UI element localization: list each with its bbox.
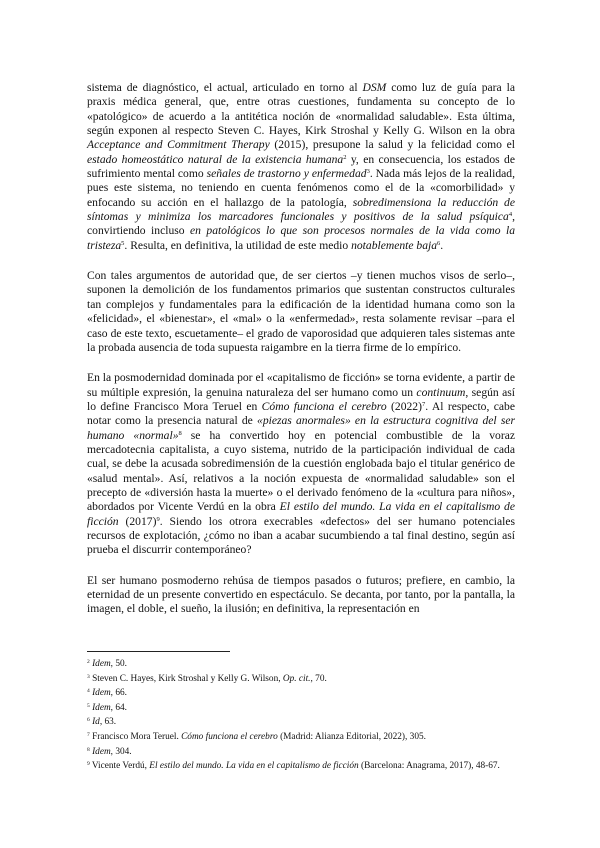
footnote-ref: 8 (87, 746, 90, 753)
text-run: Con tales argumentos de autoridad que, de ser ciertos –y tienen muchos visos de serlo–, suponen la demolición de los fundamentos primarios que sustentan constructos culturales tan complejos y fundamentales para la edificación de la identidad humana como son la «felicidad», el «bienestar», el «mal» o la «enfermedad», resta solamente revisar –para el caso de este texto, escuetamente– el grado de vaporosidad que adquieren tales sistemas ante la probada ausencia de toda supuesta raigambre en la tierra firme de lo empírico. (87, 269, 515, 354)
text-run: y, en consecuencia, los estados de sufrimiento mental como (87, 152, 515, 181)
footnote-ref: 4 (87, 688, 90, 695)
text-run: (Madrid: Alianza Editorial, 2022), 305. (277, 731, 426, 742)
text-run: . Siendo los otrora execrables «defectos» del ser humano potenciales recursos de explotación, ¿cómo no iban a acabar sucumbiendo a tal final destino, según así prueba el discurrir contemporáneo? (87, 514, 515, 557)
footnote-ref: 2 (87, 659, 90, 665)
italic-text: Acceptance and Commitment Therapy (87, 138, 270, 152)
footnote-ref: 5 (121, 239, 125, 247)
footnote-ref: 6 (87, 717, 90, 724)
italic-text: continuum (416, 385, 466, 399)
text-run: , 304. (110, 746, 132, 757)
text-run: Steven C. Hayes, Kirk Stroshal y Kelly G. Wilson, (89, 673, 283, 684)
footnote-ref: 3 (87, 673, 90, 680)
paragraph (87, 371, 515, 557)
text-run: En la posmodernidad dominada por el «capitalismo de ficción» se torna evidente, a partir de su múltiple expresión, la genuina naturaleza del ser humano como un (87, 371, 515, 399)
paragraph (87, 81, 515, 253)
text-run: (2017) (118, 514, 157, 528)
footnote (87, 657, 517, 672)
italic-text: estado homeostático natural de la existencia humana (87, 152, 344, 166)
text-run: . Resulta, en definitiva, la utilidad de este medio (124, 238, 352, 252)
paragraph (87, 269, 515, 355)
text-run: , 63. (99, 717, 117, 728)
body-text (87, 81, 515, 617)
italic-text: Idem (92, 688, 111, 699)
footnote (87, 701, 517, 716)
footnote-separator (87, 651, 230, 652)
text-run: . Al respecto, cabe notar como la presencia natural de (87, 399, 515, 428)
italic-text: Idem (92, 659, 111, 669)
italic-text: Op. cit. (282, 673, 311, 684)
italic-text: notablemente baja (351, 238, 438, 252)
text-run: , 70. (310, 673, 327, 684)
footnote-ref: 8 (178, 429, 182, 437)
paragraph (87, 574, 515, 617)
footnote (87, 759, 517, 774)
italic-text: DSM (362, 81, 387, 94)
italic-text: El estilo del mundo. La vida en el capitalismo de ficción (87, 500, 515, 528)
footnote-ref: 9 (156, 515, 160, 523)
footnote-ref: 3 (366, 168, 370, 176)
text-run: como luz de guía para la praxis médica general, que, entre otras cuestiones, fundamenta su concepto de lo «patológico» de acuerdo a la antitética noción de «normalidad saludable». Esta última, según exponen al respecto Steven C. Hayes, Kirk Stroshal y Kelly G. Wilson en la obra (87, 81, 515, 138)
footnote-ref: 4 (508, 211, 513, 219)
text-run: se ha convertido hoy en potencial combustible de la voraz mercadotecnia capitalista, a cuyo sistema, nutrido de la participación individual de cada cual, se debe la acusada sobredimensión de la cuestión englobada bajo el titular genérico de «salud mental». Así, relativos a la noción expuesta de «normalidad saludable» son el precepto de «diversión hasta la muerte» o el derivado fenómeno de la «cultura para niños», abordados por Vicente Verdú en la obra (87, 428, 515, 514)
footnote-ref: 5 (87, 702, 90, 709)
footnote (87, 672, 517, 687)
text-run: Vicente Verdú, (89, 761, 150, 772)
italic-text: «piezas anormales» en la estructura cognitiva del ser humano «normal» (87, 414, 515, 442)
italic-text: sobredimensiona la reducción de síntomas y minimiza los marcadores funcionales y positivos de la salud psíquica (87, 195, 515, 224)
footnote (87, 730, 517, 745)
footnote-ref: 9 (87, 761, 90, 768)
footnote-ref: 6 (437, 239, 441, 247)
italic-text: en patológicos lo que son procesos normales de la vida como la tristeza (87, 224, 515, 252)
text-run: sistema de diagnóstico, el actual, articulado en torno al (87, 81, 363, 94)
footnotes (87, 657, 517, 774)
italic-text: Idem (92, 702, 111, 713)
text-run: . (440, 238, 444, 252)
text-run: Francisco Mora Teruel. (89, 731, 182, 742)
italic-text: señales de trastorno y enfermedad (206, 167, 367, 181)
text-run: , 66. (110, 688, 127, 699)
footnote (87, 686, 517, 701)
footnote-ref: 7 (87, 731, 90, 738)
text-run: (2022) (386, 399, 422, 413)
text-run: , 50. (110, 659, 127, 669)
italic-text: Cómo funciona el cerebro (261, 399, 387, 413)
text-run: , según así lo define Francisco Mora Teruel en (87, 385, 516, 413)
footnote-ref: 2 (343, 153, 347, 161)
italic-text: El estilo del mundo. La vida en el capitalismo de ficción (149, 761, 359, 772)
footnote (87, 745, 517, 760)
footnote (87, 715, 517, 730)
text-run: (Barcelona: Anagrama, 2017), 48-67. (358, 761, 500, 772)
italic-text: Idem (92, 746, 111, 757)
text-run: , 64. (110, 702, 127, 713)
text-run: . Nada más lejos de la realidad, pues este sistema, no teniendo en cuenta fenómenos como el de la «comorbilidad» y enfocando su acción en el hallazgo de la patología, (87, 167, 516, 209)
text-run: (2015), presupone la salud y la felicidad como el (269, 138, 515, 152)
text-run: , convirtiendo incluso (87, 210, 515, 238)
italic-text: Id (92, 717, 100, 728)
footnote-ref: 7 (421, 400, 426, 408)
text-run: El ser humano posmoderno rehúsa de tiempos pasados o futuros; prefiere, en cambio, la eternidad de un presente convertido en espectáculo. Se decanta, por tanto, por la pantalla, la imagen, el doble, el sueño, la ilusión; en definitiva, la representación en (87, 573, 515, 616)
italic-text: Cómo funciona el cerebro (181, 731, 278, 742)
